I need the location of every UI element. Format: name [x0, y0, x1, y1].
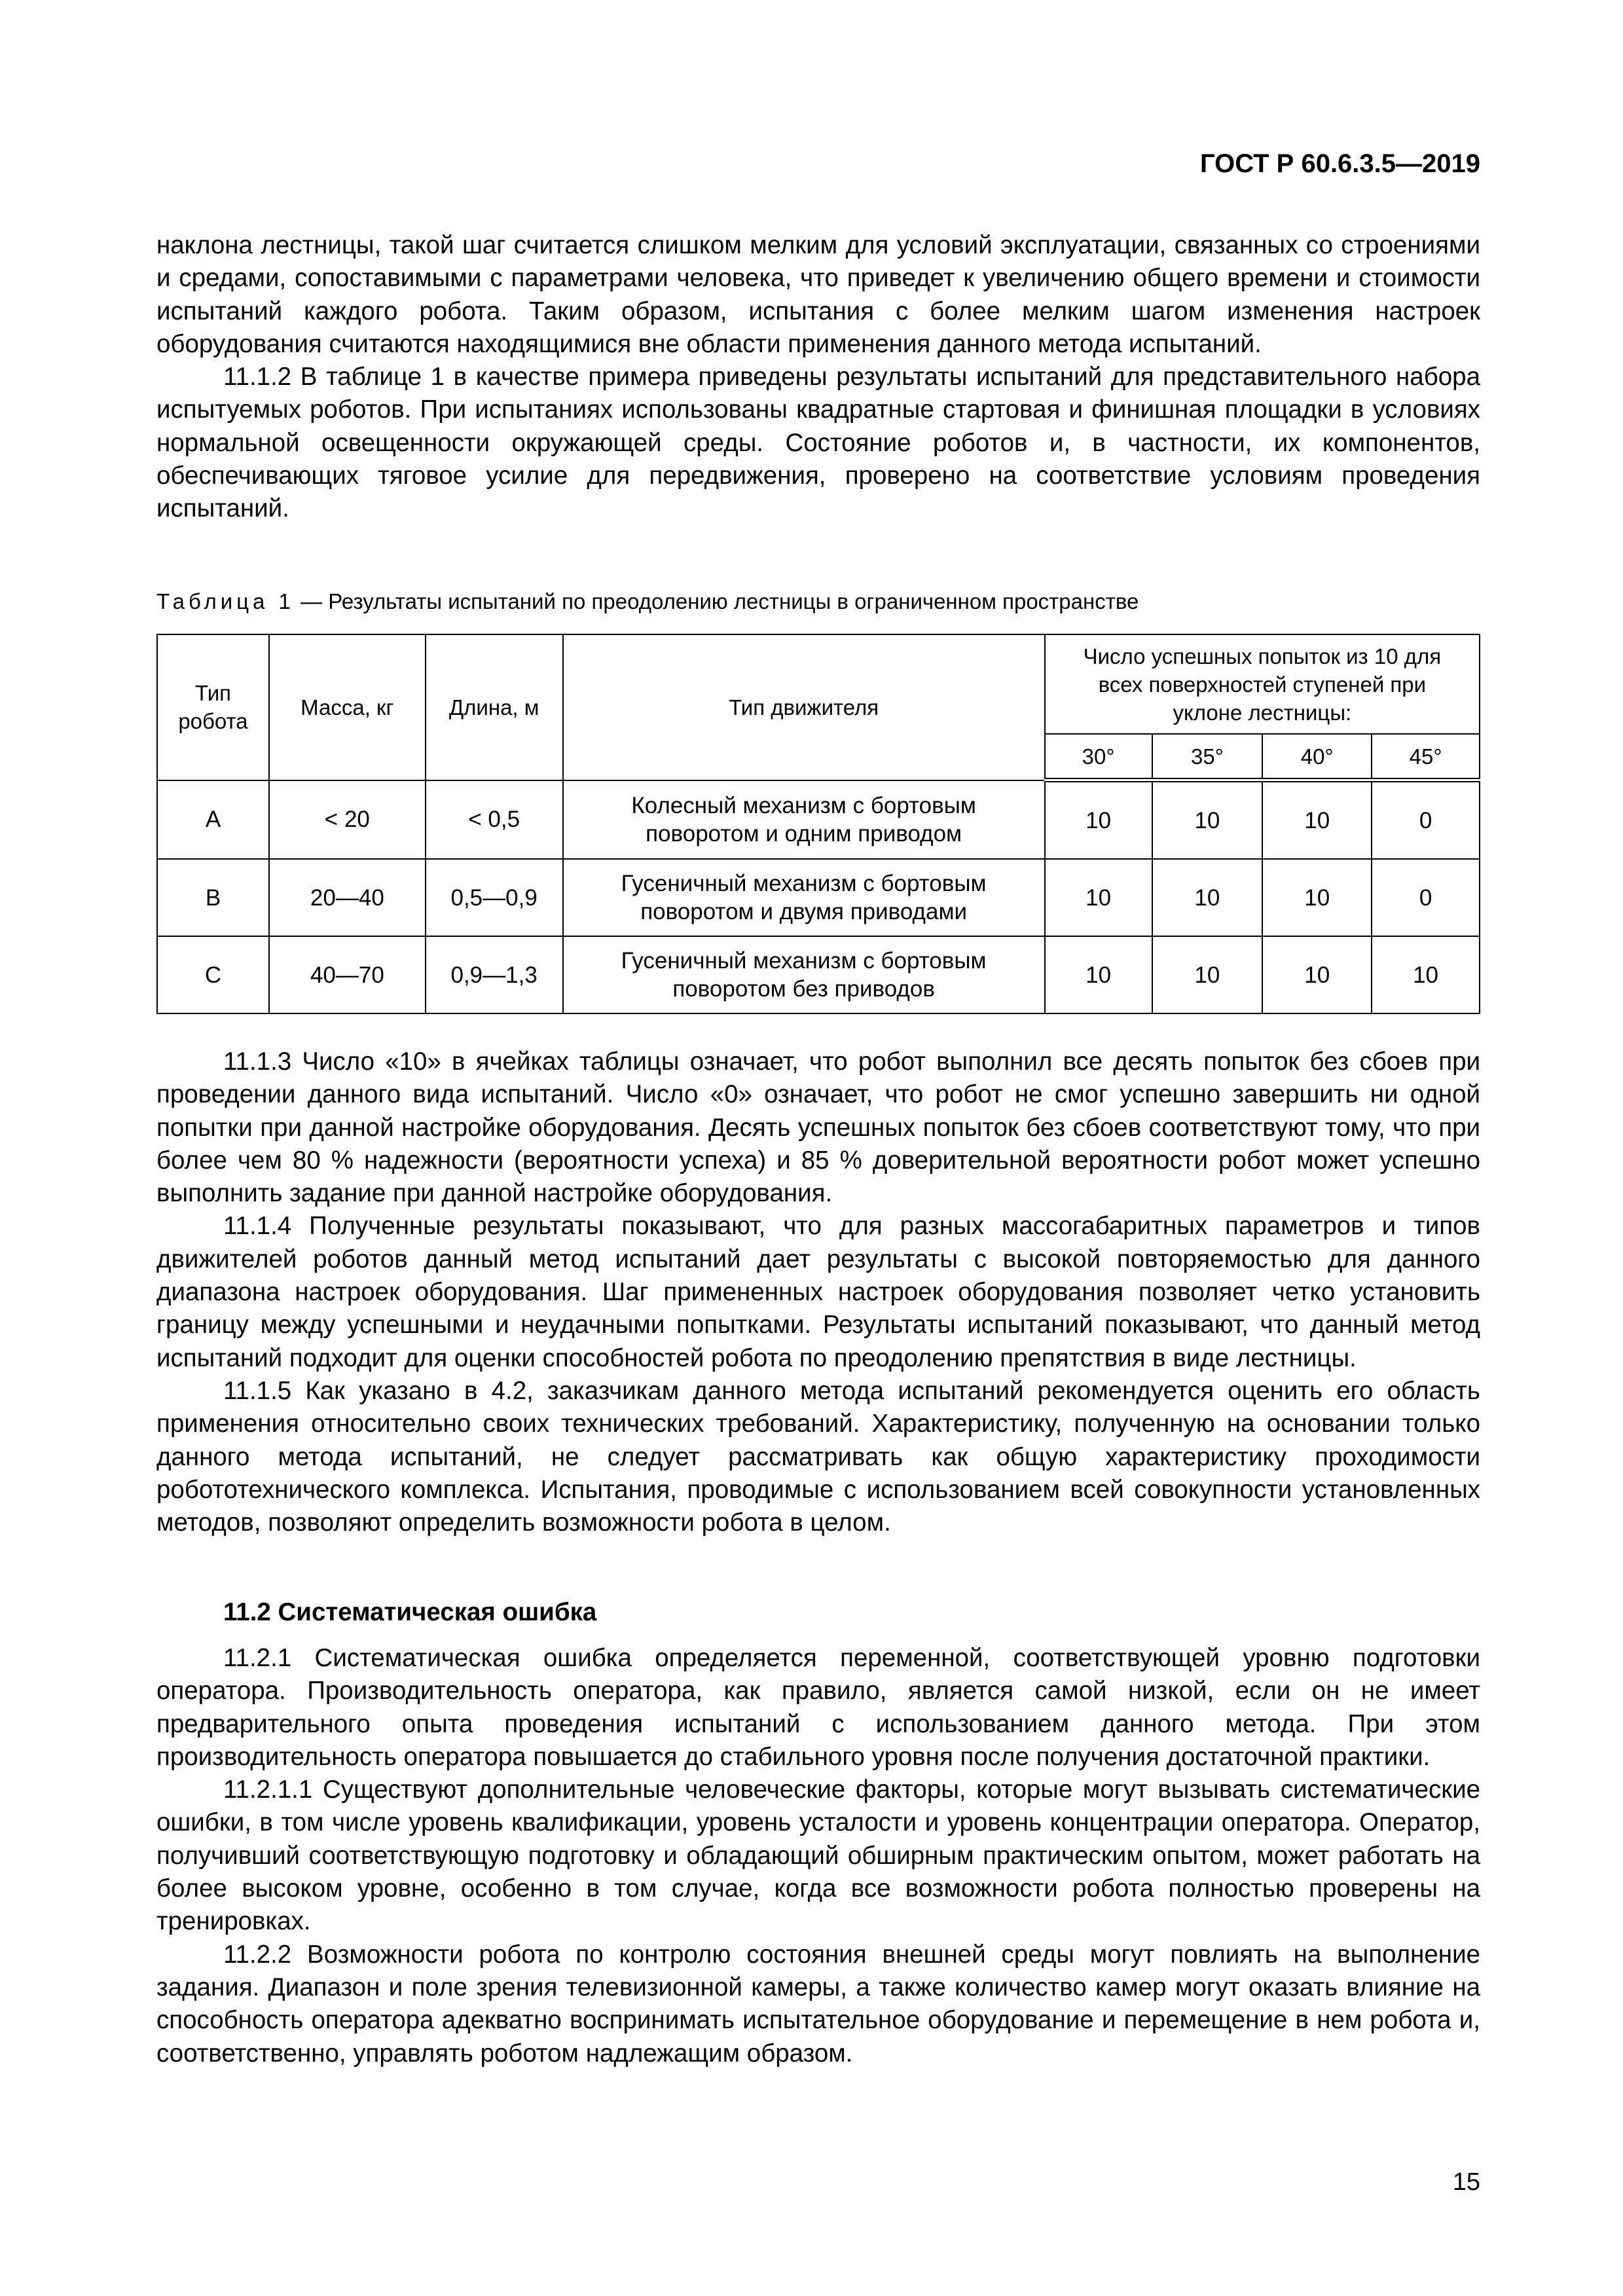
cell-result: 10	[1045, 936, 1152, 1013]
table-caption	[156, 589, 1139, 614]
page-number: 15	[1452, 2168, 1480, 2196]
cell-result: 10	[1262, 936, 1372, 1013]
paragraph: наклона лестницы, такой шаг считается слишком мелким для условий эксплуатации, связанных со строениями и средами, сопоставимыми с параметрами человека, что приведет к увеличению общего времени и стоимости испытаний каждого робота. Таким образом, испытания с более мелким шагом изменения настроек оборудования считаются находящимися вне области применения данного метода испытаний.	[156, 231, 1480, 358]
cell-type: B	[157, 859, 269, 936]
cell-result: 0	[1372, 780, 1480, 860]
cell-mass: 40—70	[269, 936, 426, 1013]
cell-result: 10	[1262, 780, 1372, 860]
cell-result: 10	[1152, 780, 1263, 860]
angle-header: 45°	[1372, 734, 1480, 780]
text-block-middle	[156, 1046, 1480, 1539]
header-mass: Масса, кг	[269, 634, 426, 780]
cell-result: 10	[1262, 859, 1372, 936]
cell-mass: 20—40	[269, 859, 426, 936]
paragraph: 11.1.4 Полученные результаты показывают, что для разных массогабаритных параметров и типов движителей роботов данный метод испытаний дает результаты с высокой повторяемостью для данного диапазона настроек оборудования. Шаг примененных настроек оборудования позволяет четко установить границу между успешными и неудачными попытками. Результаты испытаний показывают, что данный метод испытаний подходит для оценки способностей робота по преодолению препятствия в виде лестницы.	[156, 1212, 1480, 1372]
cell-result: 0	[1372, 859, 1480, 936]
paragraph: 11.1.5 Как указано в 4.2, заказчикам данного метода испытаний рекомендуется оценить его область применения относительно своих технических требований. Характеристику, полученную на основании только данного метода испытаний, не следует рассматривать как общую характеристику проходимости робототехнического комплекса. Испытания, проводимые с использованием всей совокупности установленных методов, позволяют определить возможности робота в целом.	[156, 1376, 1480, 1537]
header-length: Длина, м	[426, 634, 563, 780]
cell-mass: < 20	[269, 780, 426, 860]
cell-result: 10	[1045, 780, 1152, 860]
paragraph: 11.2.2 Возможности робота по контролю состояния внешней среды могут повлиять на выполнение задания. Диапазон и поле зрения телевизионной камеры, а также количество камер могут оказать влияние на способность оператора адекватно воспринимать испытательное оборудование и перемещение в нем робота и, соответственно, управлять роботом надлежащим образом.	[156, 1940, 1480, 2068]
angle-header: 30°	[1045, 734, 1152, 780]
table-row	[157, 936, 1480, 1013]
cell-drive: Колесный механизм с бортовым поворотом и одним приводом	[563, 780, 1045, 860]
cell-type: A	[157, 780, 269, 860]
header-type: Тип робота	[157, 634, 269, 780]
caption-prefix: Таблица 1	[156, 589, 295, 613]
paragraph: 11.1.3 Число «10» в ячейках таблицы означает, что робот выполнил все десять попыток без сбоев при проведении данного вида испытаний. Число «0» означает, что робот не смог успешно завершить ни одной попытки при данной настройке оборудования. Десять успешных попыток без сбоев соответствуют тому, что при более чем 80 % надежности (вероятности успеха) и 85 % доверительной вероятности робот может успешно выполнить задание при данной настройке оборудования.	[156, 1048, 1480, 1208]
cell-result: 10	[1152, 859, 1263, 936]
section-heading: 11.2 Систематическая ошибка	[223, 1598, 597, 1626]
cell-result: 10	[1045, 859, 1152, 936]
text-block-top	[156, 229, 1480, 526]
document-code: ГОСТ Р 60.6.3.5—2019	[1199, 149, 1480, 178]
text-block-bottom	[156, 1642, 1480, 2070]
table-row	[157, 780, 1480, 860]
cell-length: 0,5—0,9	[426, 859, 563, 936]
cell-length: < 0,5	[426, 780, 563, 860]
table-row	[157, 859, 1480, 936]
angle-header: 35°	[1152, 734, 1263, 780]
paragraph: 11.1.2 В таблице 1 в качестве примера приведены результаты испытаний для представительного набора испытуемых роботов. При испытаниях использованы квадратные стартовая и финишная площадки в условиях нормальной освещенности окружающей среды. Состояние роботов и, в частности, их компонентов, обеспечивающих тяговое усилие для передвижения, проверено на соответствие условиям проведения испытаний.	[156, 363, 1480, 523]
header-drive: Тип движителя	[563, 634, 1045, 780]
results-table	[156, 634, 1480, 1014]
cell-length: 0,9—1,3	[426, 936, 563, 1013]
cell-result: 10	[1152, 936, 1263, 1013]
paragraph: 11.2.1.1 Существуют дополнительные человеческие факторы, которые могут вызывать систематические ошибки, в том числе уровень квалификации, уровень усталости и уровень концентрации оператора. Оператор, получивший соответствующую подготовку и обладающий обширным практическим опытом, может работать на более высоком уровне, особенно в том случае, когда все возможности робота полностью проверены на тренировках.	[156, 1776, 1480, 1936]
cell-result: 10	[1372, 936, 1480, 1013]
caption-text: — Результаты испытаний по преодолению лестницы в ограниченном пространстве	[294, 589, 1139, 613]
cell-drive: Гусеничный механизм с бортовым поворотом и двумя приводами	[563, 859, 1045, 936]
cell-type: C	[157, 936, 269, 1013]
cell-drive: Гусеничный механизм с бортовым поворотом без приводов	[563, 936, 1045, 1013]
paragraph: 11.2.1 Систематическая ошибка определяется переменной, соответствующей уровню подготовки оператора. Производительность оператора, как правило, является самой низкой, если он не имеет предварительного опыта проведения испытаний с использованием данного метода. При этом производительность оператора повышается до стабильного уровня после получения достаточной практики.	[156, 1644, 1480, 1771]
header-attempts: Число успешных попыток из 10 для всех поверхностей ступеней при уклоне лестницы:	[1045, 634, 1480, 734]
angle-header: 40°	[1262, 734, 1372, 780]
